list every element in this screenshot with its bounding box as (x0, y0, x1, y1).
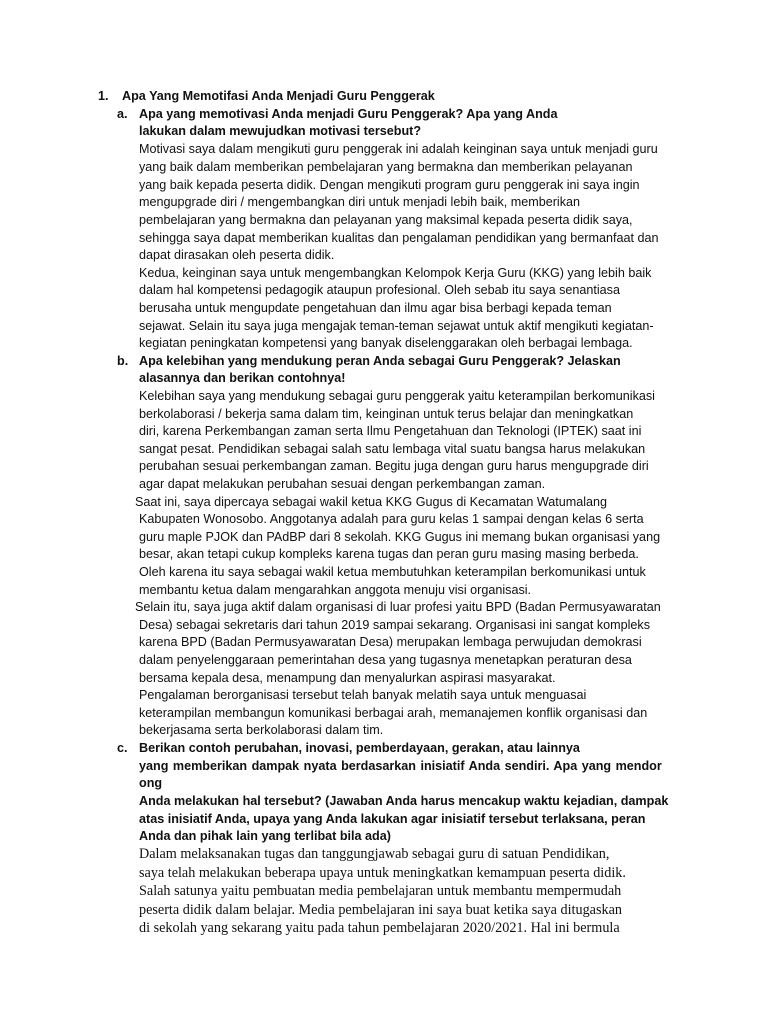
section-b-answer-line: Saat ini, saya dipercaya sebagai wakil ketua KKG Gugus di Kecamatan Watumalang (135, 495, 608, 509)
section-a-answer-line: sehingga saya dapat memberikan kualitas dan pengalaman pendidikan yang bermanfaat dan (139, 231, 659, 245)
section-b-answer-line: Oleh karena itu saya sebagai wakil ketua membutuhkan keterampilan berkomunikasi untuk (139, 565, 646, 579)
section-b-question-line: Apa kelebihan yang mendukung peran Anda sebagai Guru Penggerak? Jelaskan (139, 354, 621, 368)
section-b-answer-line: bekerjasama serta berkolaborasi dalam tim. (139, 723, 384, 737)
section-a-answer-line: berusaha untuk mengupdate pengetahuan dan ilmu agar bisa berbagi kepada teman (139, 301, 612, 315)
section-b-answer-line: perubahan sesuai perkembangan zaman. Begitu juga dengan guru harus mengupgrade diri (139, 459, 649, 473)
section-a-answer-line: Motivasi saya dalam mengikuti guru penggerak ini adalah keinginan saya untuk menjadi guru (139, 142, 658, 156)
section-b-answer-line: karena BPD (Badan Permusyawaratan Desa) merupakan lembaga perwujudan demokrasi (139, 635, 642, 649)
section-c-question-line: atas inisiatif Anda, upaya yang Anda lakukan agar inisiatif tersebut terlaksana, peran (139, 812, 646, 826)
section-a-question-line: Apa yang memotivasi Anda menjadi Guru Penggerak? Apa yang Anda (139, 107, 558, 121)
section-c-letter: c. (117, 741, 128, 755)
section-c-answer-line: di sekolah yang sekarang yaitu pada tahun pembelajaran 2020/2021. Hal ini bermula (139, 920, 620, 936)
section-a-question-line: lakukan dalam mewujudkan motivasi tersebut? (139, 124, 422, 138)
section-b-answer-line: keterampilan membangun komunikasi berbagai arah, memanajemen konflik organisasi dan (139, 706, 648, 720)
section-a-letter: a. (117, 107, 128, 121)
section-b-answer-line: guru maple PJOK dan PAdBP dari 8 sekolah. KKG Gugus ini memang bukan organisasi yang (139, 530, 661, 544)
section-a-answer-line: dapat dirasakan oleh peserta didik. (139, 248, 335, 262)
section-a-answer-line: mengupgrade diri / mengembangkan diri untuk menjadi lebih baik, memberikan (139, 195, 581, 209)
section-b-answer-line: Desa) sebagai sekretaris dari tahun 2019 sampai sekarang. Organisasi ini sangat kompleks (139, 618, 651, 632)
section-b-answer-line: berkolaborasi / bekerja sama dalam tim, keinginan untuk terus belajar dan meningkatkan (139, 407, 634, 421)
section-a-answer-line: Kedua, keinginan saya untuk mengembangkan Kelompok Kerja Guru (KKG) yang lebih baik (139, 266, 652, 280)
section-c-question-line: Anda melakukan hal tersebut? (Jawaban Anda harus mencakup waktu kejadian, dampak (139, 794, 669, 808)
section-b-answer-line: bersama kepala desa, menampung dan menyalurkan aspirasi masyarakat. (139, 671, 556, 685)
section-b-answer-line: diri, karena Perkembangan zaman serta Ilmu Pengetahuan dan Teknologi (IPTEK) saat ini (139, 424, 642, 438)
section-b-answer-line: Pengalaman berorganisasi tersebut telah banyak melatih saya untuk menguasai (139, 688, 587, 702)
section-c-question-line: ong (139, 776, 163, 790)
section-b-answer-line: besar, akan tetapi cukup kompleks karena tugas dan peran guru masing masing berbeda. (139, 547, 639, 561)
section-a-answer-line: yang baik kepada peserta didik. Dengan mengikuti program guru penggerak ini saya ingin (139, 178, 640, 192)
section-b-answer-line: agar dapat melakukan perubahan sesuai dengan perkembangan zaman. (139, 477, 546, 491)
section-c-answer-line: saya telah melakukan beberapa upaya untuk meningkatkan kemampuan peserta didik. (139, 865, 626, 881)
section-b-answer-line: dalam penyelenggaraan pemerintahan desa yang tugasnya menetapkan peraturan desa (139, 653, 632, 667)
section-b-letter: b. (117, 354, 129, 368)
section-c-question-line: Berikan contoh perubahan, inovasi, pemberdayaan, gerakan, atau lainnya (139, 741, 580, 755)
section-b-answer-line: Kelebihan saya yang mendukung sebagai guru penggerak yaitu keterampilan berkomunikasi (139, 389, 655, 403)
section-a-answer-line: sejawat. Selain itu saya juga mengajak teman-teman sejawat untuk aktif mengikuti kegiatan- (139, 319, 654, 333)
section-c-answer-line: peserta didik dalam belajar. Media pembelajaran ini saya buat ketika saya ditugaskan (139, 902, 622, 918)
section-a-answer-line: kegiatan peningkatan kompetensi yang banyak diselenggarakan oleh berbagai lembaga. (139, 336, 633, 350)
question-title: Apa Yang Memotifasi Anda Menjadi Guru Penggerak (122, 89, 435, 103)
section-b-answer-line: Kabupaten Wonosobo. Anggotanya adalah para guru kelas 1 sampai dengan kelas 6 serta (139, 512, 644, 526)
section-c-question-line: Anda dan pihak lain yang terlibat bila ada) (139, 829, 391, 843)
question-number: 1. (98, 89, 109, 103)
section-b-question-line: alasannya dan berikan contohnya! (139, 371, 346, 385)
section-b-answer-line: membantu ketua dalam mengarahkan anggota menuju visi organisasi. (139, 583, 532, 597)
section-c-answer-line: Dalam melaksanakan tugas dan tanggungjawab sebagai guru di satuan Pendidikan, (139, 846, 610, 862)
section-c-answer-line: Salah satunya yaitu pembuatan media pembelajaran untuk membantu mempermudah (139, 883, 622, 899)
section-b-answer-line: Selain itu, saya juga aktif dalam organisasi di luar profesi yaitu BPD (Badan Permusyawaratan (135, 600, 661, 614)
section-a-answer-line: yang baik dalam memberikan pembelajaran yang bermakna dan memberikan pelayanan (139, 160, 633, 174)
section-a-answer-line: dalam hal kompetensi pedagogik ataupun profesional. Oleh sebab itu saya senantiasa (139, 283, 620, 297)
section-b-answer-line: sangat pesat. Pendidikan sebagai salah satu lembaga vital suatu bangsa harus melakukan (139, 442, 646, 456)
section-c-question-line: yang memberikan dampak nyata berdasarkan inisiatif Anda sendiri. Apa yang mendor (139, 759, 662, 773)
section-a-answer-line: pembelajaran yang bermakna dan pelayanan yang maksimal kepada peserta didik saya, (139, 213, 633, 227)
